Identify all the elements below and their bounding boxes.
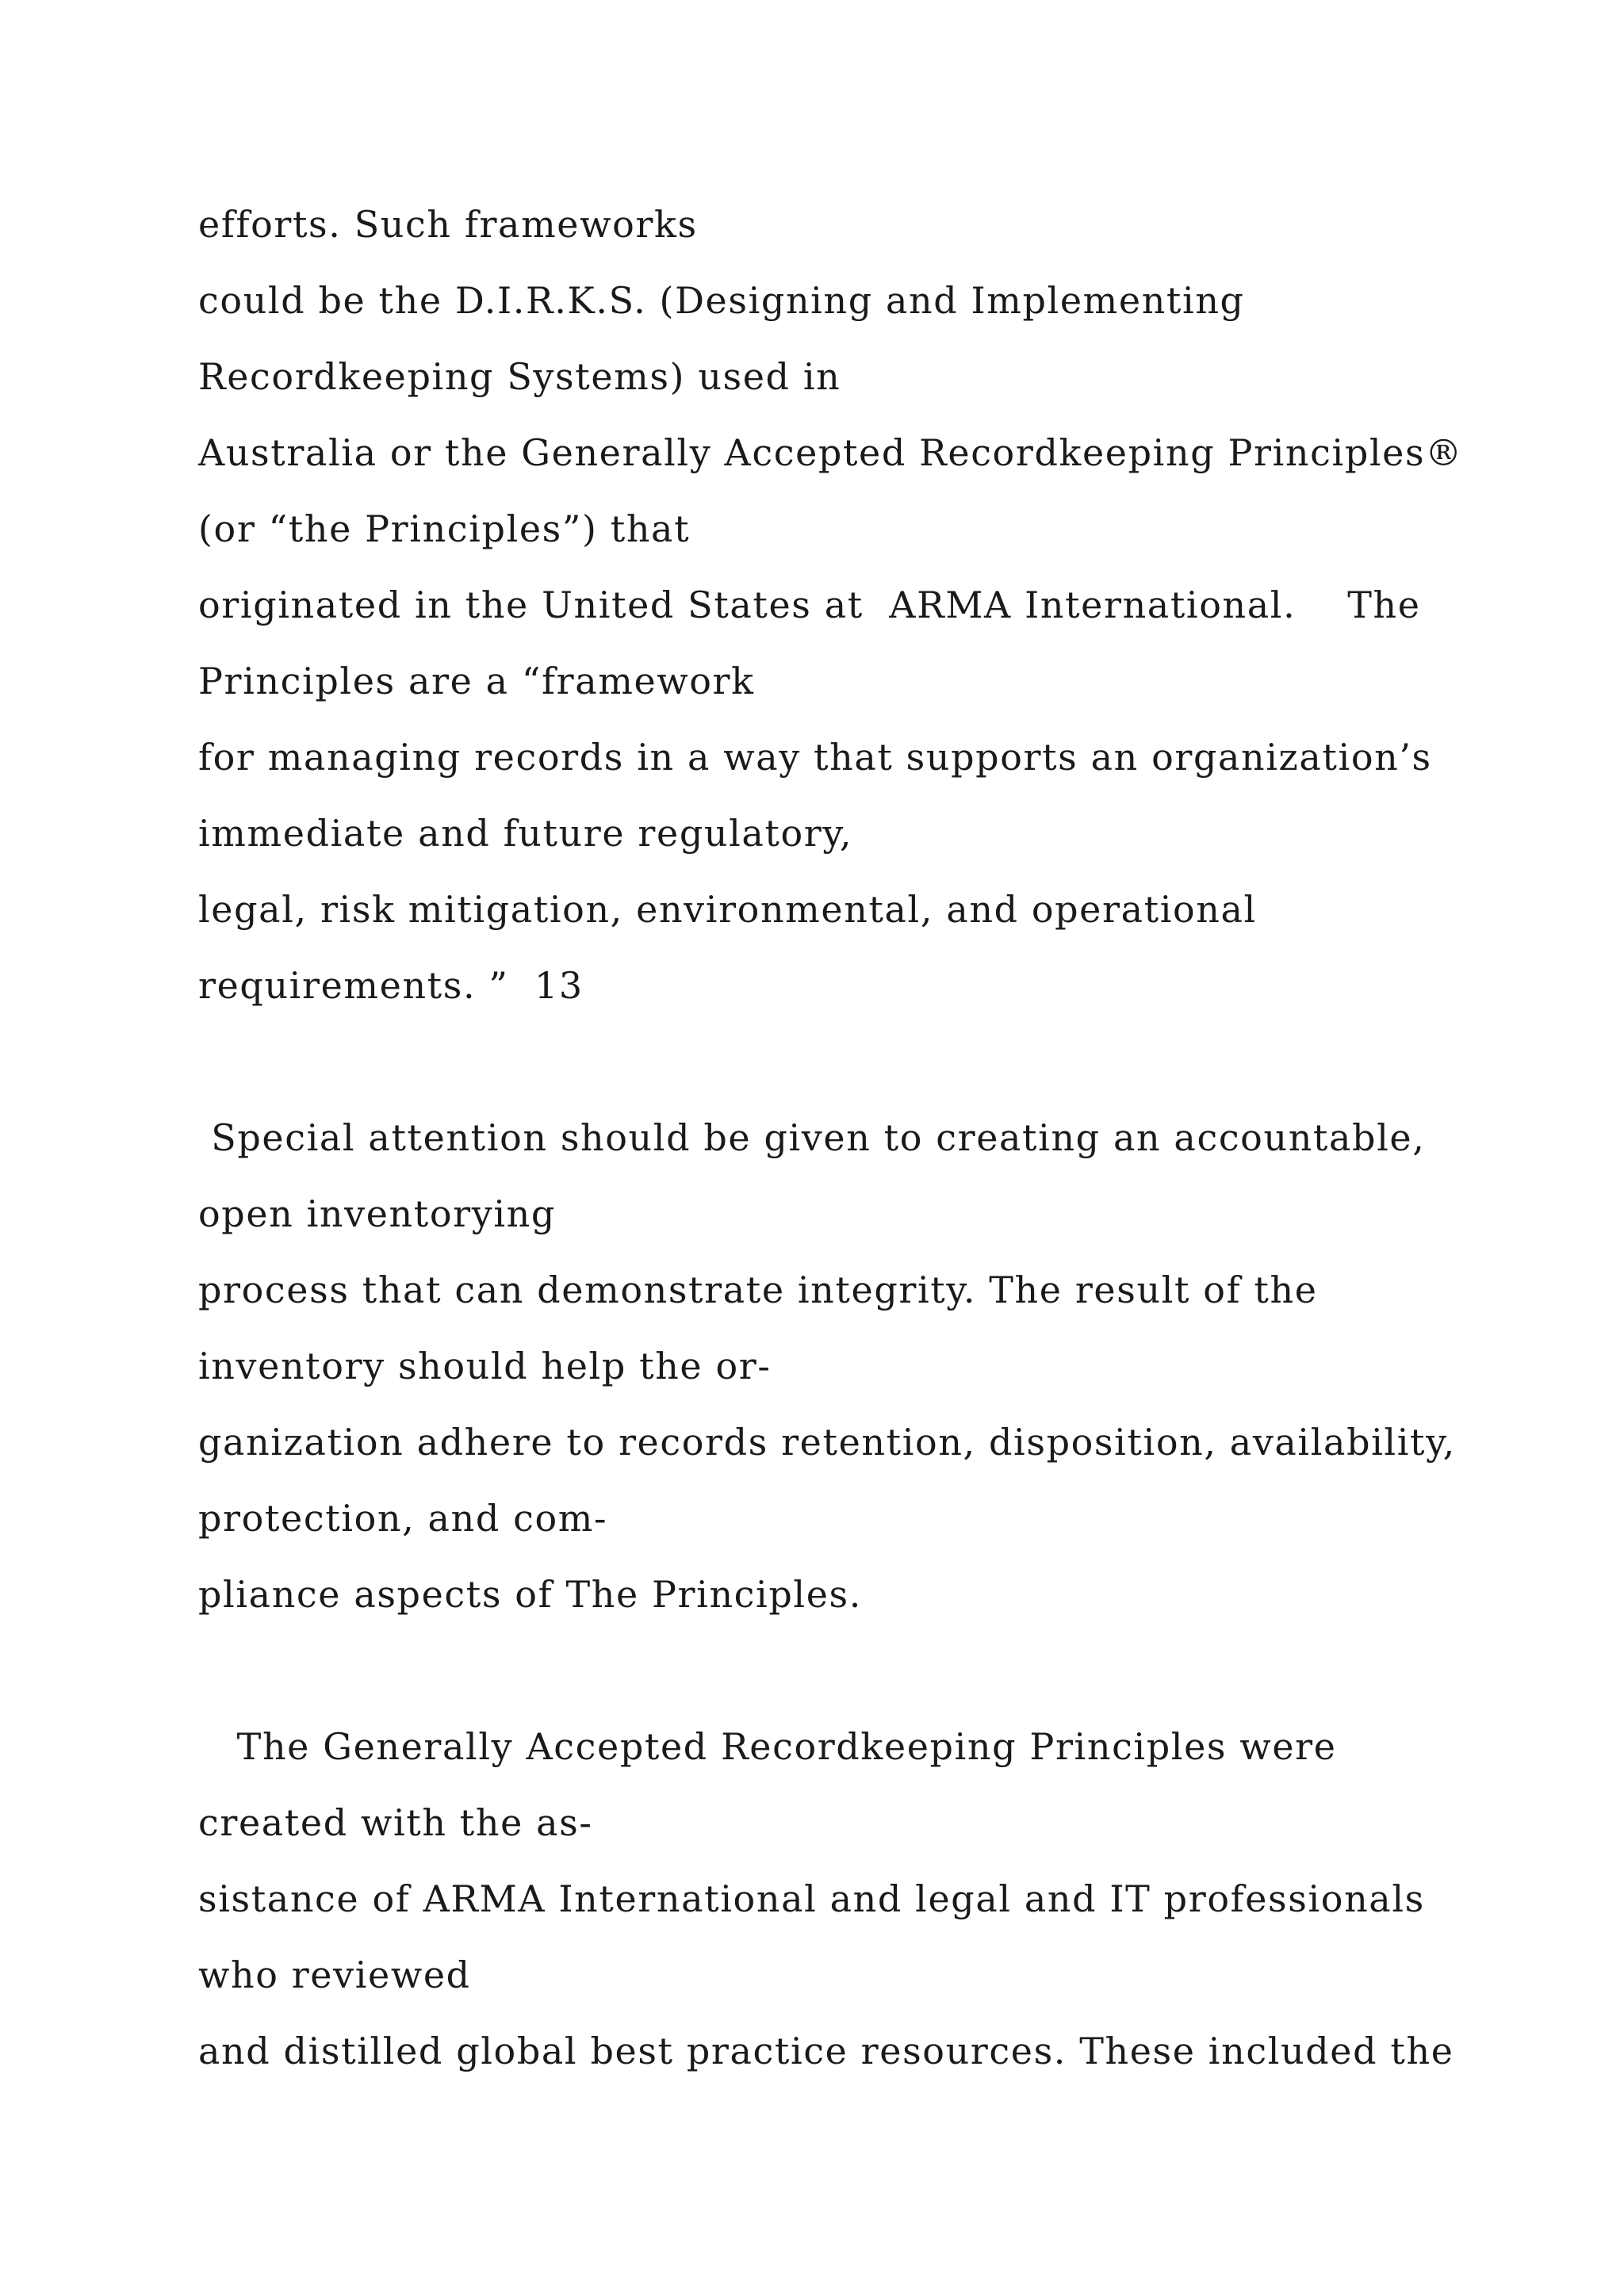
text-line: inventory should help the or-	[198, 1345, 772, 1387]
text-line: for managing records in a way that supports an organization’s	[198, 736, 1432, 779]
text-line: Australia or the Generally Accepted Recordkeeping Principles®	[198, 431, 1463, 474]
text-line: could be the D.I.R.K.S. (Designing and Implementing	[198, 279, 1245, 322]
text-line: who reviewed	[198, 1954, 471, 1996]
text-line: protection, and com-	[198, 1497, 608, 1540]
text-line: requirements. ” 13	[198, 964, 584, 1007]
text-line: originated in the United States at ARMA International. The	[198, 584, 1421, 626]
text-line: efforts. Such frameworks	[198, 203, 698, 246]
text-line: process that can demonstrate integrity. The result of the	[198, 1269, 1318, 1311]
text-line: Special attention should be given to creating an accountable,	[198, 1116, 1426, 1159]
text-line: sistance of ARMA International and legal and IT professionals	[198, 1877, 1425, 1920]
text-line: legal, risk mitigation, environmental, and operational	[198, 888, 1257, 931]
text-line: ganization adhere to records retention, disposition, availability,	[198, 1421, 1456, 1464]
text-line: pliance aspects of The Principles.	[198, 1573, 862, 1616]
text-line: The Generally Accepted Recordkeeping Principles were	[198, 1725, 1337, 1768]
text-line: Principles are a “framework	[198, 660, 755, 702]
text-line: Recordkeeping Systems) used in	[198, 355, 841, 398]
text-line: and distilled global best practice resources. These included the	[198, 2030, 1454, 2072]
text-line: immediate and future regulatory,	[198, 812, 853, 855]
text-line: (or “the Principles”) that	[198, 507, 691, 550]
text-line: created with the as-	[198, 1801, 593, 1844]
text-line: open inventorying	[198, 1192, 556, 1235]
